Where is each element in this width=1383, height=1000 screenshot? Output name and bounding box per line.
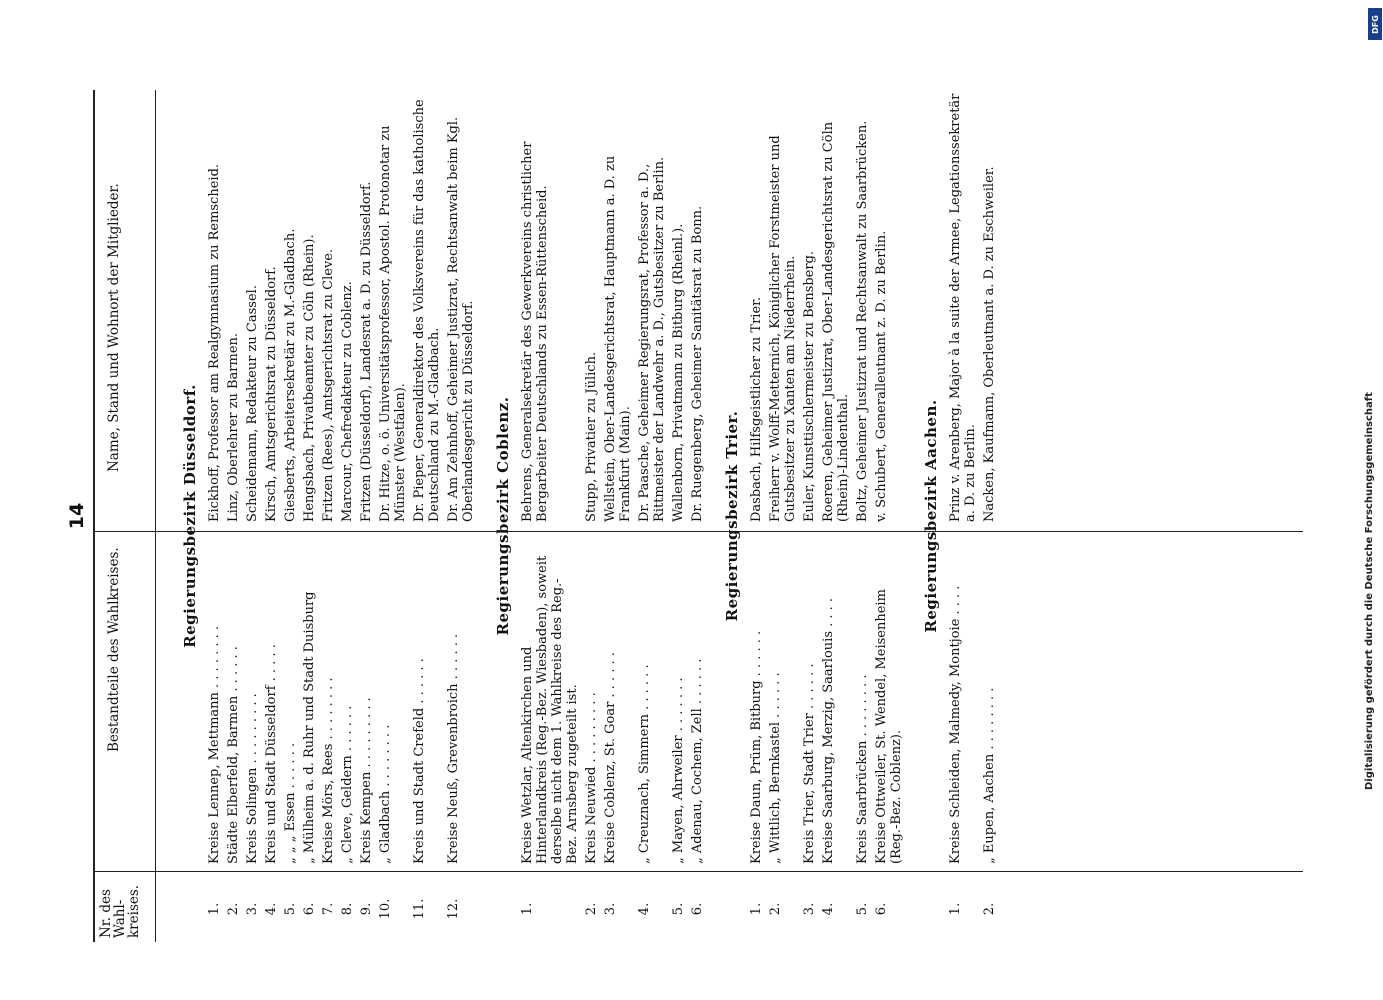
- member-name: Eickhoff, Professor am Realgymnasium zu Remscheid.: [207, 163, 222, 522]
- col-divider-1: [93, 871, 1303, 872]
- row-number: 2.: [584, 902, 599, 916]
- row-number: 1.: [520, 902, 535, 916]
- row-number: 6.: [690, 902, 705, 916]
- member-name: Hengsbach, Privatbeamter zu Cöln (Rhein).: [302, 234, 317, 522]
- row-number: 8.: [340, 902, 355, 916]
- row-number: 2.: [768, 902, 783, 916]
- member-name: Fritzen (Düsseldorf), Landesrat a. D. zu Düsseldorf.: [359, 181, 374, 522]
- row-number: 10.: [378, 898, 393, 920]
- top-rule: [93, 90, 95, 942]
- district-parts: Kreis Saarbrücken . . . . . . . .: [855, 674, 870, 864]
- district-parts: Kreis Kempen . . . . . . . . .: [359, 697, 374, 864]
- district-parts: Kreis Trier, Stadt Trier . . . . . .: [802, 663, 817, 864]
- row-number: 3.: [603, 902, 618, 916]
- member-name: Behrens, Generalsekretär des Gewerkvereins christlicher Bergarbeiter Deutschlands zu Essen-Rüttenscheid.: [520, 141, 550, 522]
- member-name: Dr. Hitze, o. ö. Universitätsprofessor, Apostol. Protonotar zu Münster (Westfalen).: [378, 125, 408, 522]
- row-number: 5.: [671, 902, 686, 916]
- row-number: 2.: [226, 902, 241, 916]
- row-number: 1.: [948, 902, 963, 916]
- district-parts: Kreise Lennep, Mettmann . . . . . . . .: [207, 625, 222, 864]
- member-name: Linz, Oberlehrer zu Barmen.: [226, 332, 241, 522]
- member-name: Fritzen (Rees), Amtsgerichtsrat zu Cleve.: [321, 248, 336, 522]
- member-name: Euler, Kunsttischlermeister zu Bensberg.: [802, 250, 817, 522]
- row-number: 6.: [874, 902, 889, 916]
- member-name: Kirsch, Amtsgerichtsrat zu Düsseldorf.: [264, 266, 279, 522]
- district-parts: Städte Elberfeld, Barmen . . . . . .: [226, 646, 241, 864]
- row-number: 11.: [412, 898, 427, 920]
- digitization-note-text: Digitalisierung gefördert durch die Deutsche Forschungsgemeinschaft: [1364, 392, 1375, 790]
- district-parts: Kreise Saarburg, Merzig, Saarlouis . . . .: [821, 597, 836, 864]
- member-name: Stupp, Privatier zu Jülich.: [584, 351, 599, 522]
- district-parts: Kreise Neuß, Grevenbroich . . . . . .: [446, 633, 461, 864]
- row-number: 3.: [245, 902, 260, 916]
- member-name: v. Schubert, Generalleutnant z. D. zu Berlin.: [874, 230, 889, 522]
- district-parts: „ Creuznach, Simmern . . . . . .: [637, 664, 652, 864]
- member-name: Giesberts, Arbeitersekretär zu M.-Gladbach.: [283, 228, 298, 522]
- header-nr: Nr. des Wahl-kreises.: [98, 884, 142, 938]
- district-parts: „ Cleve, Geldern . . . . . .: [340, 705, 355, 864]
- member-name: Freiherr v. Wolff-Metternich, Königlicher Forstmeister und Gutsbesitzer zu Xanten am Niederrhein.: [768, 135, 798, 522]
- district-parts: „ Gladbach . . . . . . . .: [378, 724, 393, 864]
- member-name: Roeren, Geheimer Justizrat, Ober-Landesgerichtsrat zu Cöln (Rhein)-Lindenthal.: [821, 121, 851, 522]
- region-title: Regierungsbezirk Trier.: [723, 410, 741, 622]
- row-number: 2.: [982, 902, 997, 916]
- district-parts: Kreise Ottweiler, St. Wendel, Meisenheim (Reg.-Bez. Coblenz).: [874, 589, 904, 864]
- row-number: 3.: [802, 902, 817, 916]
- member-name: Boltz, Geheimer Justizrat und Rechtsanwalt zu Saarbrücken.: [855, 120, 870, 522]
- member-name: Dr. Am Zehnhoff, Geheimer Justizrat, Rechtsanwalt beim Kgl. Oberlandesgericht zu Düsseldorf.: [446, 116, 476, 522]
- row-number: 5.: [855, 902, 870, 916]
- member-name: Wellstein, Ober-Landesgerichtsrat, Hauptmann a. D. zu Frankfurt (Main).: [603, 155, 633, 522]
- district-parts: Kreise Mörs, Rees . . . . . . . .: [321, 677, 336, 864]
- header-rule: [155, 90, 156, 942]
- region-title: Regierungsbezirk Coblenz.: [494, 396, 512, 636]
- page-number: 14: [66, 502, 88, 530]
- district-parts: „ „ „ Essen . . . . . .: [283, 742, 298, 864]
- district-parts: Kreise Schleiden, Malmedy, Montjoie . . . .: [948, 585, 963, 864]
- member-name: Dr. Ruegenberg, Geheimer Sanitätsrat zu Bonn.: [690, 205, 705, 522]
- district-parts: „ Wittlich, Bernkastel . . . . . .: [768, 672, 783, 864]
- member-name: Prinz v. Arenberg, Major à la suite der Armee, Legationssekretär a. D. zu Berlin.: [948, 93, 978, 522]
- row-number: 4.: [821, 902, 836, 916]
- district-parts: „ Eupen, Aachen . . . . . . . .: [982, 687, 997, 864]
- member-name: Wallenborn, Privatmann zu Bitburg (Rheinl.).: [671, 223, 686, 522]
- district-parts: Kreis Solingen . . . . . . . . .: [245, 693, 260, 864]
- district-parts: Kreise Wetzlar, Altenkirchen und Hinterlandkreis (Reg.-Bez. Wiesbaden), soweit derselbe nicht dem 1. Wahlkreise des Reg.-Bez. Arnsberg zugeteilt ist.: [520, 555, 580, 864]
- header-parts: Bestandteile des Wahlkreises.: [106, 547, 122, 752]
- row-number: 1.: [207, 902, 222, 916]
- row-number: 7.: [321, 902, 336, 916]
- row-number: 4.: [264, 902, 279, 916]
- member-name: Marcour, Chefredakteur zu Coblenz.: [340, 281, 355, 522]
- row-number: 4.: [637, 902, 652, 916]
- member-name: Dr. Pieper, Generaldirektor des Volksvereins für das katholische Deutschland zu M.-Gladbach.: [412, 99, 442, 522]
- row-number: 12.: [446, 898, 461, 920]
- region-title: Regierungsbezirk Düsseldorf.: [181, 384, 199, 648]
- dfg-logo: DFG: [1368, 8, 1382, 40]
- member-name: Dr. Paasche, Geheimer Regierungsrat, Professor a. D., Rittmeister der Landwehr a. D., Gutsbesitzer zu Berlin.: [637, 156, 667, 522]
- district-parts: Kreise Coblenz, St. Goar . . . . . .: [603, 652, 618, 864]
- member-name: Dasbach, Hilfsgeistlicher zu Trier.: [749, 296, 764, 522]
- district-parts: „ Mülheim a. d. Ruhr und Stadt Duisburg: [302, 591, 317, 864]
- region-title: Regierungsbezirk Aachen.: [922, 399, 940, 633]
- row-number: 1.: [749, 902, 764, 916]
- row-number: 9.: [359, 902, 374, 916]
- district-parts: Kreis und Stadt Crefeld . . . . . .: [412, 658, 427, 864]
- member-name: Nacken, Kaufmann, Oberleutnant a. D. zu Eschweiler.: [982, 166, 997, 522]
- district-parts: Kreise Daun, Prüm, Bitburg . . . . . .: [749, 630, 764, 864]
- district-parts: Kreis und Stadt Düsseldorf . . . . .: [264, 644, 279, 864]
- district-parts: „ Adenau, Cochem, Zell . . . . . .: [690, 658, 705, 864]
- row-number: 5.: [283, 902, 298, 916]
- header-members: Name, Stand und Wohnort der Mitglieder.: [106, 183, 122, 472]
- member-name: Scheidemann, Redakteur zu Cassel.: [245, 285, 260, 522]
- rotated-page: [66, 90, 1303, 942]
- district-parts: Kreis Neuwied . . . . . . . . .: [584, 692, 599, 864]
- col-divider-2: [93, 531, 1303, 532]
- district-parts: „ Mayen, Ahrweiler . . . . . . .: [671, 677, 686, 864]
- row-number: 6.: [302, 902, 317, 916]
